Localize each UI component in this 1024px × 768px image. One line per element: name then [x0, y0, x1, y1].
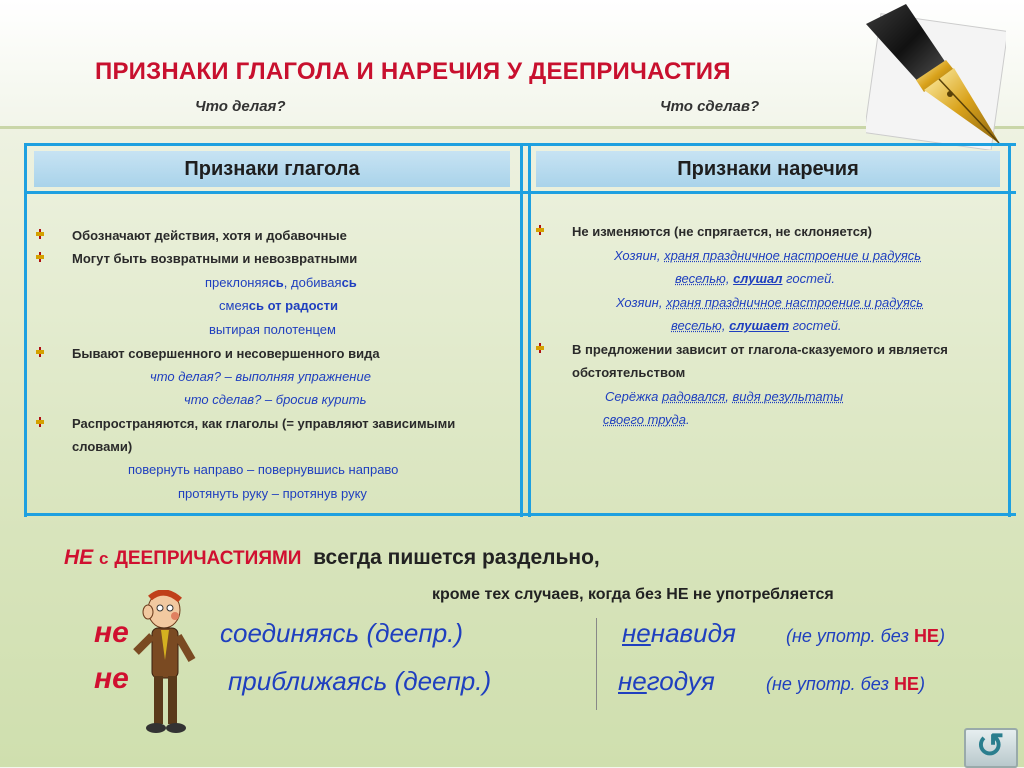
bullet-icon	[536, 343, 544, 353]
example-separate-2: приближаясь (деепр.)	[228, 666, 492, 696]
slide-title: ПРИЗНАКИ ГЛАГОЛА И НАРЕЧИЯ У ДЕЕПРИЧАСТИЯ	[95, 58, 731, 85]
example-reflexive-1: преклоняясь, добиваясь	[205, 275, 357, 290]
bullet-icon	[536, 225, 544, 235]
fountain-pen-icon	[866, 4, 1006, 150]
table-column-divider-2	[528, 143, 531, 517]
bullet-icon	[36, 229, 44, 239]
bullet-icon	[36, 347, 44, 357]
example-nonreflexive: вытирая полотенцем	[209, 322, 336, 337]
example-sentence-2b: веселью, слушает гостей.	[671, 318, 842, 333]
verb-signs-header: Признаки глагола	[34, 151, 510, 187]
note-joined-2: (не употр. без НЕ)	[766, 674, 925, 694]
spelling-rule: НЕ с ДЕЕПРИЧАСТИЯМИ всегда пишется раздельно,	[64, 546, 600, 569]
question-right: Что сделав?	[660, 98, 760, 115]
rule-exception: кроме тех случаев, когда без НЕ не употребляется	[432, 586, 834, 603]
example-reflexive-2: смеясь от радости	[219, 298, 338, 313]
example-dependents-1: повернуть направо – повернувшись направо	[128, 462, 399, 477]
verb-sign-action: Обозначают действия, хотя и добавочные	[72, 228, 347, 243]
question-left: Что делая?	[195, 98, 286, 115]
table-border-left	[24, 143, 27, 517]
note-joined-1: (не употр. без НЕ)	[786, 626, 945, 646]
ne-particle-1: не	[94, 616, 129, 649]
comparison-table	[24, 143, 1016, 517]
example-imperfective: что делая? – выполняя упражнение	[150, 369, 371, 384]
adverb-sign-circumstance: В предложении зависит от глагола-сказуемого и является обстоятельством	[572, 342, 948, 380]
examples-divider	[596, 618, 597, 710]
table-column-divider	[520, 143, 523, 517]
bullet-icon	[36, 417, 44, 427]
cartoon-character-icon	[128, 590, 208, 740]
return-button[interactable]	[964, 728, 1018, 768]
ne-particle-2: не	[94, 662, 129, 695]
example-separate-1: соединяясь (деепр.)	[220, 618, 464, 648]
example-sentence-3a: Серёжка радовался, видя результаты	[605, 389, 844, 404]
bullet-icon	[36, 252, 44, 262]
example-sentence-2a: Хозяин, храня праздничное настроение и радуясь	[616, 295, 924, 310]
table-border-right	[1008, 143, 1011, 517]
verb-sign-aspect: Бывают совершенного и несовершенного вида	[72, 346, 380, 361]
adverb-sign-unchangeable: Не изменяются (не спрягается, не склоняется)	[572, 224, 872, 239]
adverb-signs-header: Признаки наречия	[536, 151, 1000, 187]
example-dependents-2: протянуть руку – протянув руку	[178, 486, 367, 501]
verb-sign-dependents: Распространяются, как глаголы (= управляют зависимыми словами)	[72, 416, 456, 454]
example-perfective: что сделав? – бросив курить	[184, 392, 367, 407]
example-sentence-1a: Хозяин, храня праздничное настроение и радуясь	[614, 248, 922, 263]
return-arrow-icon: ↺	[976, 727, 1005, 765]
example-sentence-3b: своего труда.	[603, 412, 690, 427]
example-sentence-1b: веселью, слушал гостей.	[675, 271, 835, 286]
verb-sign-reflexive: Могут быть возвратными и невозвратными	[72, 251, 358, 266]
example-joined-2: негодуя	[618, 666, 715, 696]
example-joined-1: ненавидя	[622, 618, 736, 648]
